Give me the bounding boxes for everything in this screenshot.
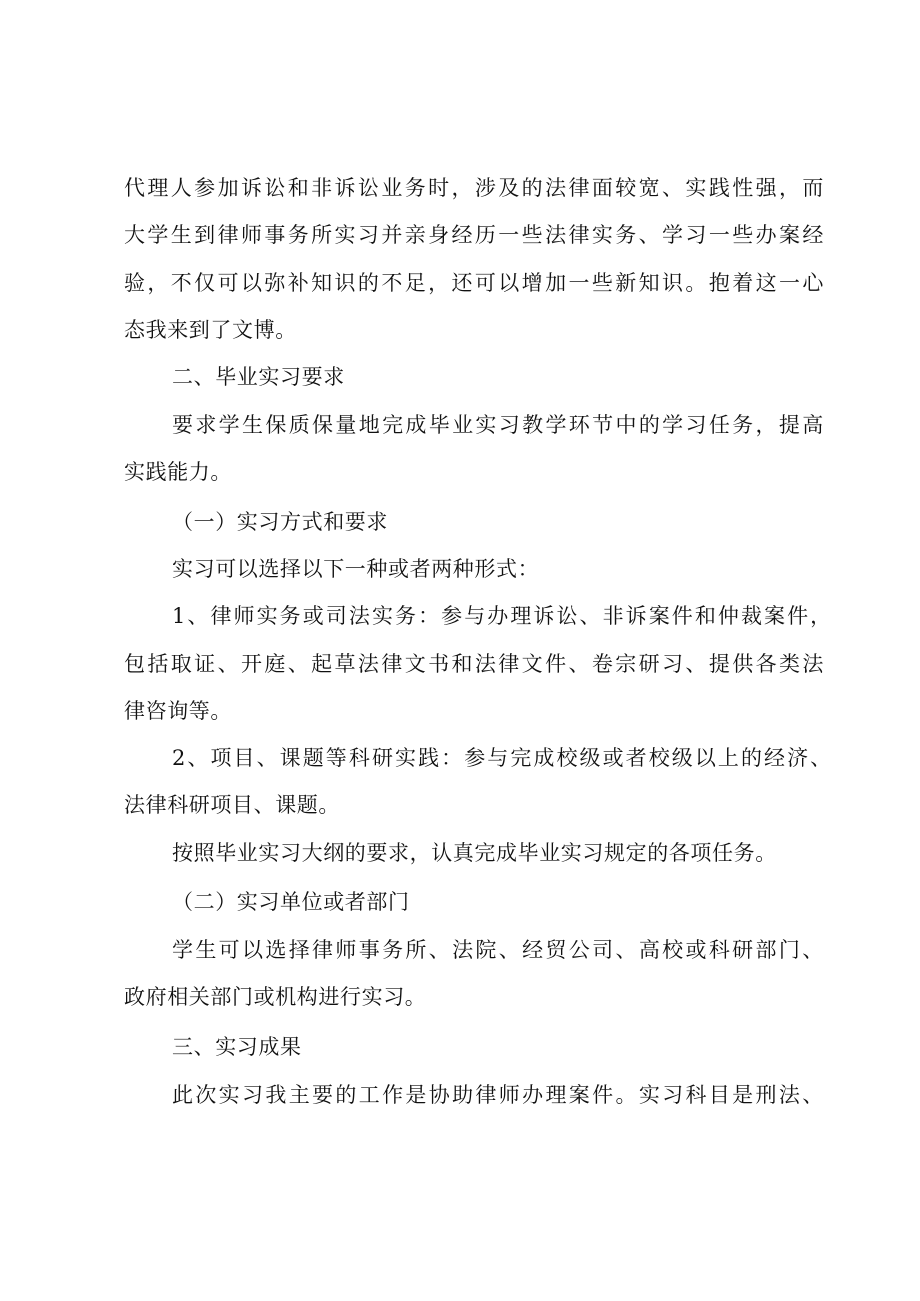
list-item-line: 包括取证、开庭、起草法律文书和法律文件、卷宗研习、提供各类法 [124, 652, 826, 676]
body-text-line: 验，不仅可以弥补知识的不足，还可以增加一些新知识。抱着这一心 [124, 271, 826, 295]
subsection-heading: （一）实习方式和要求 [172, 510, 388, 534]
body-text-line: 实践能力。 [124, 460, 232, 484]
list-item-line: 法律科研项目、课题。 [124, 793, 340, 817]
body-text-line: 此次实习我主要的工作是协助律师办理案件。实习科目是刑法、 [172, 1083, 826, 1107]
body-text-line: 态我来到了文博。 [124, 318, 297, 342]
list-item-line: 1、律师实务或司法实务：参与办理诉讼、非诉案件和仲裁案件， [172, 604, 834, 628]
body-text-line: 代理人参加诉讼和非诉讼业务时，涉及的法律面较宽、实践性强，而 [124, 176, 826, 200]
list-item-line: 律咨询等。 [124, 699, 232, 723]
body-text-line: 大学生到律师事务所实习并亲身经历一些法律实务、学习一些办案经 [124, 223, 826, 247]
section-heading: 二、毕业实习要求 [172, 365, 345, 389]
body-text-line: 学生可以选择律师事务所、法院、经贸公司、高校或科研部门、 [172, 938, 826, 962]
body-text-line: 实习可以选择以下一种或者两种形式： [172, 557, 540, 581]
body-text-line: 要求学生保质保量地完成毕业实习教学环节中的学习任务，提高 [172, 413, 826, 437]
body-text-line: 按照毕业实习大纲的要求，认真完成毕业实习规定的各项任务。 [172, 841, 777, 865]
list-item-line: 2、项目、课题等科研实践：参与完成校级或者校级以上的经济、 [172, 746, 834, 770]
body-text-line: 政府相关部门或机构进行实习。 [124, 985, 427, 1009]
subsection-heading: （二）实习单位或者部门 [172, 890, 410, 914]
section-heading: 三、实习成果 [172, 1035, 302, 1059]
